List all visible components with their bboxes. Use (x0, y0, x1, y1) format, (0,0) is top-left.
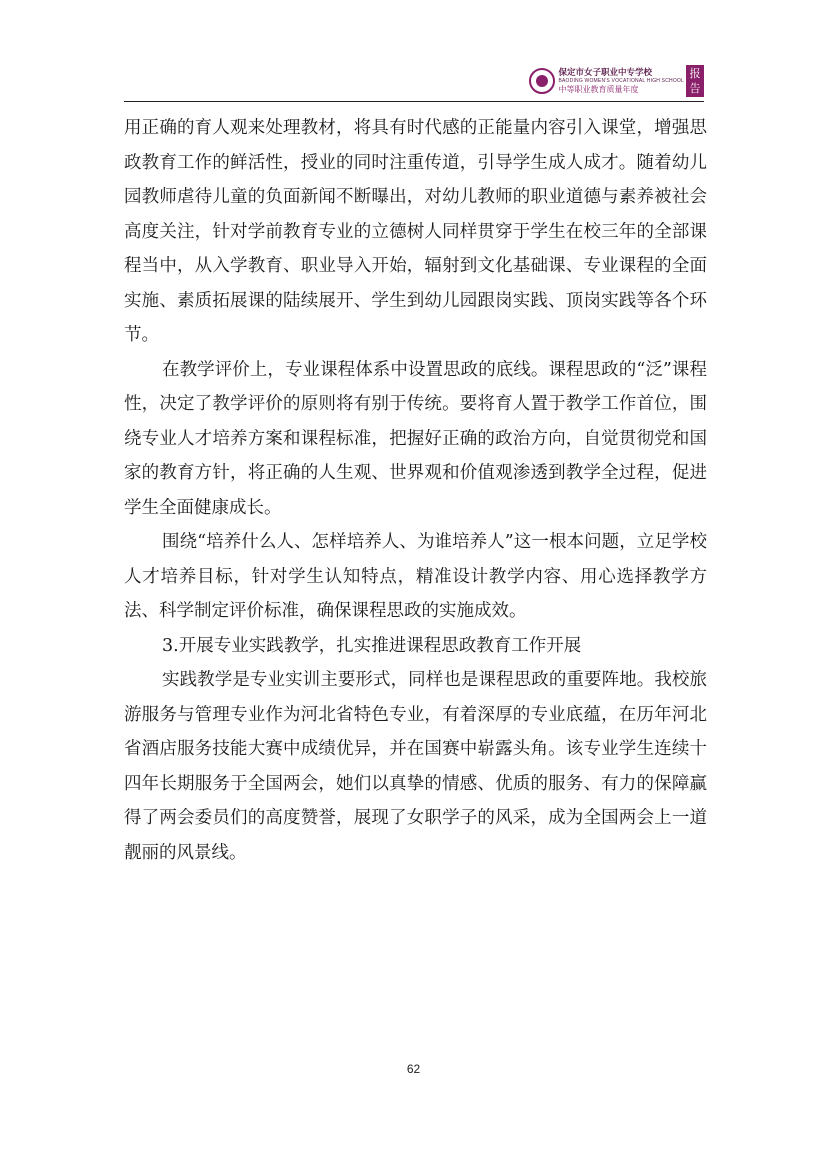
school-name-en: BAODING WOMEN'S VOCATIONAL HIGH SCHOOL (558, 77, 684, 84)
school-name-cn: 保定市女子职业中专学校 (558, 67, 652, 78)
paragraph-continued: 用正确的育人观来处理教材，将具有时代感的正能量内容引入课堂，增强思政教育工作的鲜活性，授业的同时注重传道，引导学生成人成才。随着幼儿园教师虐待儿童的负面新闻不断曝出，对幼儿教师的职业道德与素养被社会高度关注，针对学前教育专业的立德树人同样贯穿于学生在校三年的全部课程当中，从入学教育、职业导入开始，辐射到文化基础课、专业课程的全面实施、素质拓展课的陆续展开、学生到幼儿园跟岗实践、顶岗实践等各个环节。 (124, 118, 707, 345)
document-body (124, 111, 707, 870)
page-header (124, 62, 704, 104)
paragraph: 围绕“培养什么人、怎样培养人、为谁培养人”这一根本问题，立足学校人才培养目标，针对学生认知特点，精准设计教学内容、用心选择教学方法、科学制定评价标准，确保课程思政的实施成效。 (124, 532, 707, 621)
school-logo (529, 64, 704, 98)
logo-text (558, 68, 684, 95)
report-tag-text: 报告 (689, 67, 701, 95)
report-tag (686, 65, 704, 97)
report-subtitle: 中等职业教育质量年度 (558, 84, 639, 94)
header-divider (124, 101, 704, 102)
school-emblem-icon (529, 68, 555, 94)
paragraph: 实践教学是专业实训主要形式，同样也是课程思政的重要阵地。我校旅游服务与管理专业作为河北省特色专业，有着深厚的专业底蕴，在历年河北省酒店服务技能大赛中成绩优异，并在国赛中崭露头角。该专业学生连续十四年长期服务于全国两会，她们以真挚的情感、优质的服务、有力的保障赢得了两会委员们的高度赞誉，展现了女职学子的风采，成为全国两会上一道靓丽的风景线。 (124, 670, 707, 863)
section-heading: 3.开展专业实践教学，扎实推进课程思政教育工作开展 (162, 635, 582, 656)
paragraph: 在教学评价上，专业课程体系中设置思政的底线。课程思政的“泛”课程性，决定了教学评价的原则将有别于传统。要将育人置于教学工作首位，围绕专业人才培养方案和课程标准，把握好正确的政治方向，自觉贯彻党和国家的教育方针，将正确的人生观、世界观和价值观渗透到教学全过程，促进学生全面健康成长。 (124, 359, 707, 518)
page-number: 62 (406, 1062, 421, 1076)
